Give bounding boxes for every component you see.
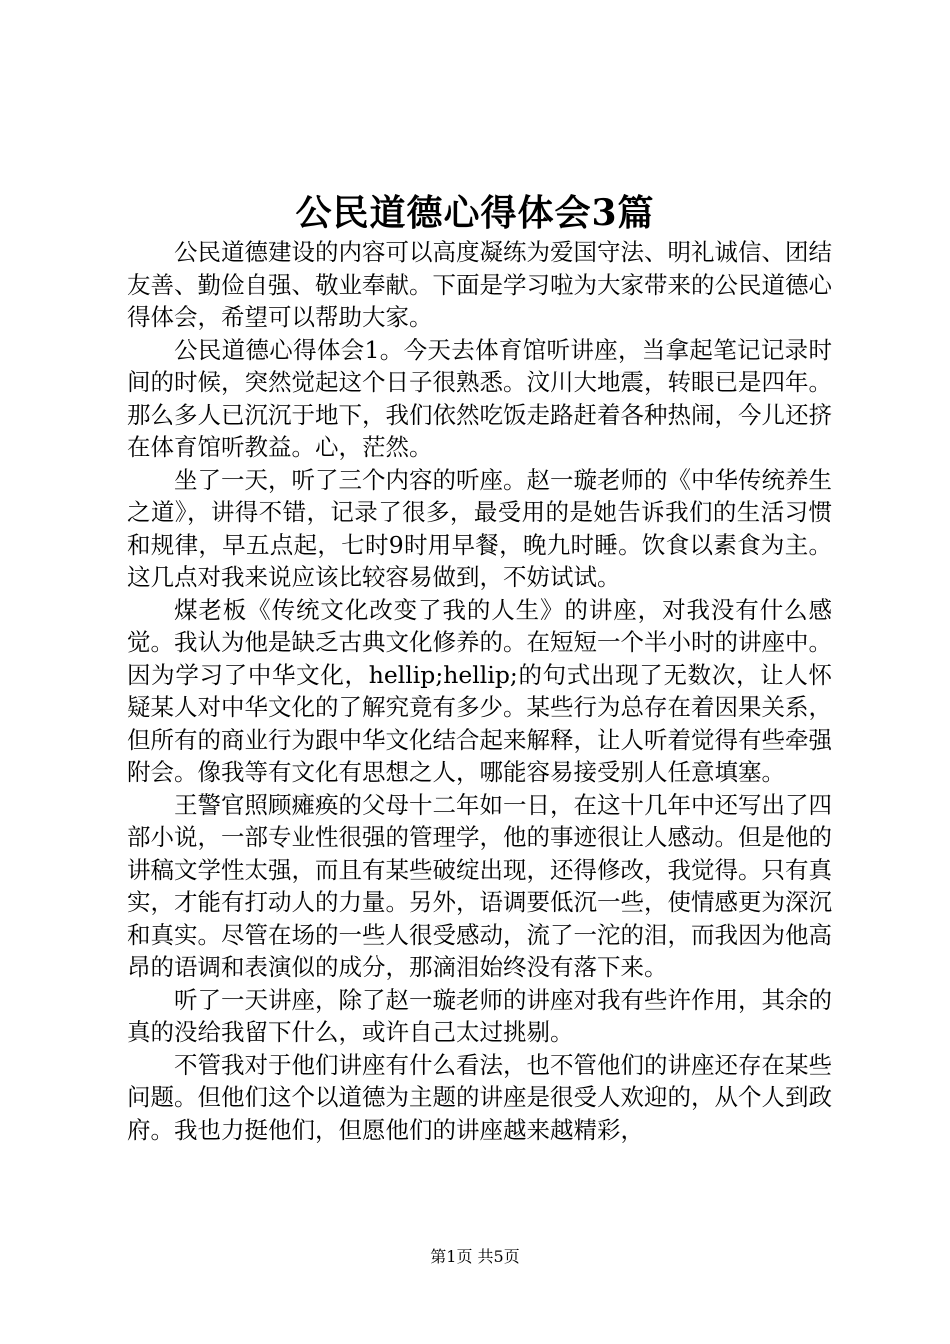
document-body xyxy=(127,236,832,1146)
paragraph: 听了一天讲座，除了赵一璇老师的讲座对我有些许作用，其余的真的没给我留下什么，或许自己太过挑剔。 xyxy=(127,985,832,1046)
document-title: 公民道德心得体会3篇 xyxy=(295,192,655,234)
paragraph: 王警官照顾瘫痪的父母十二年如一日，在这十几年中还写出了四部小说，一部专业性很强的管理学，他的事迹很让人感动。但是他的讲稿文学性太强，而且有某些破绽出现，还得修改，我觉得。只有真实，才能有打动人的力量。另外，语调要低沉一些，使情感更为深沉和真实。尽管在场的一些人很受感动，流了一沱的泪，而我因为他高昂的语调和表演似的成分，那滴泪始终没有落下来。 xyxy=(127,790,832,981)
paragraph: 公民道德心得体会1。今天去体育馆听讲座，当拿起笔记记录时间的时候，突然觉起这个日子很熟悉。汶川大地震，转眼已是四年。那么多人已沉沉于地下，我们依然吃饭走路赶着各种热闹，今儿还挤在体育馆听教益。心，茫然。 xyxy=(127,335,832,461)
page-footer: 第1页 共5页 xyxy=(430,1247,520,1266)
paragraph: 坐了一天，听了三个内容的听座。赵一璇老师的《中华传统养生之道》，讲得不错，记录了很多，最受用的是她告诉我们的生活习惯和规律，早五点起，七时9时用早餐，晚九时睡。饮食以素食为主。这几点对我来说应该比较容易做到，不妨试试。 xyxy=(127,465,832,591)
paragraph: 煤老板《传统文化改变了我的人生》的讲座，对我没有什么感觉。我认为他是缺乏古典文化修养的。在短短一个半小时的讲座中。因为学习了中华文化，hellip;hellip;的句式出现了无数次，让人怀疑某人对中华文化的了解究竟有多少。某些行为总存在着因果关系，但所有的商业行为跟中华文化结合起来解释，让人听着觉得有些牵强附会。像我等有文化有思想之人，哪能容易接受别人任意填塞。 xyxy=(127,595,832,786)
paragraph: 不管我对于他们讲座有什么看法，也不管他们的讲座还存在某些问题。但他们这个以道德为主题的讲座是很受人欢迎的，从个人到政府。我也力挺他们，但愿他们的讲座越来越精彩， xyxy=(127,1050,832,1144)
paragraph: 公民道德建设的内容可以高度凝练为爱国守法、明礼诚信、团结友善、勤俭自强、敬业奉献。下面是学习啦为大家带来的公民道德心得体会，希望可以帮助大家。 xyxy=(127,238,832,331)
